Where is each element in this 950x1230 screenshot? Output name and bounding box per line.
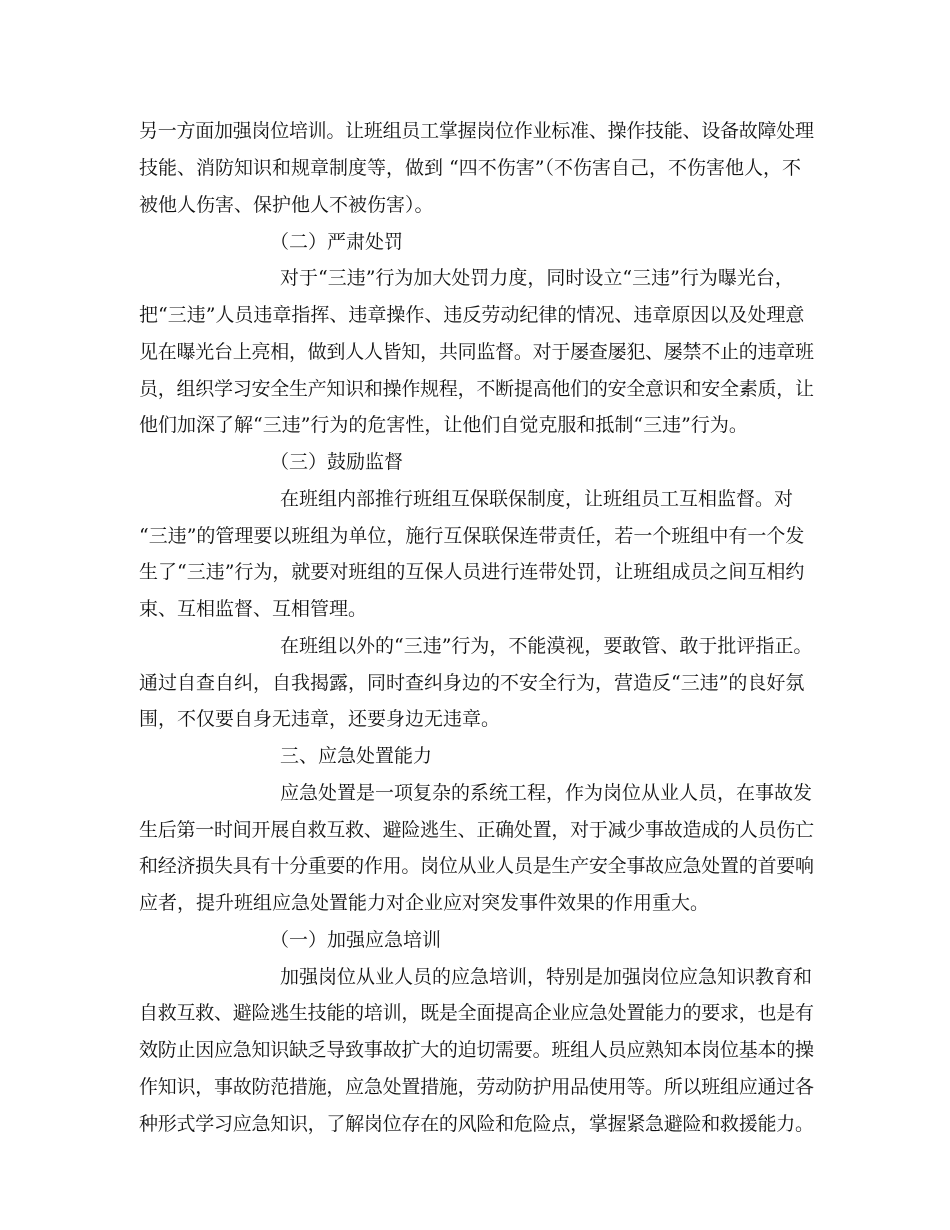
body-line: 另一方面加强岗位培训。让班组员工掌握岗位作业标准、操作技能、设备故障处理: [139, 120, 814, 142]
body-line: 束、互相监督、互相管理。: [139, 598, 368, 620]
body-line: 被他人伤害、保护他人不被伤害）。: [139, 194, 434, 216]
body-line: 生了“三违”行为，就要对班组的互保人员进行连带处罚，让班组成员之间互相约: [139, 561, 805, 583]
paragraph-first-line: 在班组内部推行班组互保联保制度，让班组员工互相监督。对: [280, 488, 794, 510]
body-line: 作知识，事故防范措施，应急处置措施，劳动防护用品使用等。所以班组应通过各: [139, 1076, 814, 1098]
section-heading: （二）严肃处罚: [270, 231, 404, 253]
body-line: 通过自查自纠，自我揭露，同时查纠身边的不安全行为，营造反“三违”的良好氛: [139, 672, 805, 694]
body-line: 员，组织学习安全生产知识和操作规程，不断提高他们的安全意识和安全素质，让: [139, 378, 814, 400]
body-line: 技能、消防知识和规章制度等，做到 “四不伤害”（不伤害自己，不伤害他人，不: [139, 157, 801, 179]
body-line: 种形式学习应急知识，了解岗位存在的风险和危险点，掌握紧急避险和救援能力。: [139, 1113, 814, 1135]
body-line: 围，不仅要自身无违章，还要身边无违章。: [139, 708, 501, 730]
body-line: 自救互救、避险逃生技能的培训，既是全面提高企业应急处置能力的要求，也是有: [139, 1002, 814, 1024]
body-line: 把“三违”人员违章指挥、违章操作、违反劳动纪律的情况、违章原因以及处理意: [139, 304, 805, 326]
body-line: 效防止因应急知识缺乏导致事故扩大的迫切需要。班组人员应熟知本岗位基本的操: [139, 1039, 814, 1061]
body-line: 和经济损失具有十分重要的作用。岗位从业人员是生产安全事故应急处置的首要响: [139, 855, 814, 877]
body-line: 见在曝光台上亮相，做到人人皆知，共同监督。对于屡查屡犯、屡禁不止的违章班: [139, 341, 814, 363]
paragraph-first-line: 对于“三违”行为加大处罚力度，同时设立“三违”行为曝光台，: [280, 267, 794, 289]
body-line: 应者，提升班组应急处置能力对企业应对突发事件效果的作用重大。: [139, 892, 710, 914]
paragraph-first-line: 加强岗位从业人员的应急培训，特别是加强岗位应急知识教育和: [280, 966, 813, 988]
paragraph-first-line: 在班组以外的“三违”行为，不能漠视，要敢管、敢于批评指正。: [280, 635, 813, 657]
chapter-heading: 三、应急处置能力: [280, 745, 433, 767]
body-line: 生后第一时间开展自救互救、避险逃生、正确处置，对于减少事故造成的人员伤亡: [139, 819, 814, 841]
paragraph-first-line: 应急处置是一项复杂的系统工程，作为岗位从业人员，在事故发: [280, 782, 813, 804]
section-heading: （一）加强应急培训: [270, 929, 442, 951]
body-line: “三违”的管理要以班组为单位，施行互保联保连带责任，若一个班组中有一个发: [139, 525, 805, 547]
section-heading: （三）鼓励监督: [270, 451, 404, 473]
body-line: 他们加深了解“三违”行为的危害性，让他们自觉克服和抵制“三违”行为。: [139, 414, 748, 436]
